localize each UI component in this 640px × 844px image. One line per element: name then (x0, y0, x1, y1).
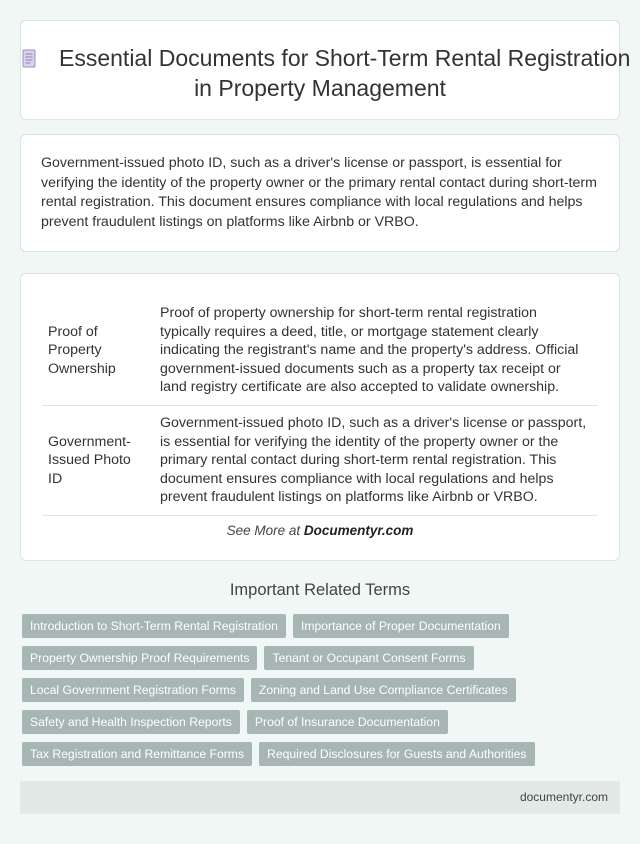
related-term-tag[interactable]: Tax Registration and Remittance Forms (22, 742, 252, 766)
page-title (21, 43, 631, 103)
related-terms-row (22, 678, 622, 702)
document-description: Government-issued photo ID, such as a driver's license or passport, is essential for verifying the identity of the property owner or the primary rental contact during short-term rental registration. This document ensures compliance with local regulations and helps prevent fraudulent listings on platforms like Airbnb or VRBO. (154, 405, 598, 515)
related-terms-row (22, 646, 622, 670)
related-terms-row (22, 614, 622, 638)
intro-paragraph: Government-issued photo ID, such as a driver's license or passport, is essential for verifying the identity of the property owner or the primary rental contact during short-term rental registration. This document ensures compliance with local regulations and helps prevent fraudulent listings on platforms like Airbnb or VRBO. (41, 155, 597, 230)
footer (20, 781, 620, 814)
table-card (20, 273, 620, 561)
footer-site[interactable]: documentyr.com (519, 790, 608, 804)
documents-table (42, 296, 598, 516)
related-term-tag[interactable]: Property Ownership Proof Requirements (22, 646, 257, 670)
related-term-tag[interactable]: Required Disclosures for Guests and Authorities (259, 742, 534, 766)
document-icon (21, 46, 37, 66)
table-row (42, 405, 598, 515)
related-term-tag[interactable]: Introduction to Short-Term Rental Registration (22, 614, 286, 638)
see-more-link[interactable] (21, 523, 619, 538)
related-term-tag[interactable]: Zoning and Land Use Compliance Certificates (251, 678, 516, 702)
related-term-tag[interactable]: Local Government Registration Forms (22, 678, 244, 702)
related-terms-heading: Important Related Terms (229, 581, 411, 599)
related-terms-row (22, 742, 622, 766)
related-term-tag[interactable]: Proof of Insurance Documentation (247, 710, 448, 734)
see-more-site[interactable]: Documentyr.com (303, 523, 414, 538)
title-line-2: in Property Management (194, 75, 446, 101)
see-more-prefix: See More at (226, 523, 301, 538)
related-terms-row (22, 710, 622, 734)
table-row (42, 296, 598, 405)
related-term-tag[interactable]: Importance of Proper Documentation (293, 614, 509, 638)
related-terms-list (22, 614, 622, 774)
document-description: Proof of property ownership for short-term rental registration typically requires a deed, title, or mortgage statement clearly indicating the registrant's name and the property's address. Official government-issued documents such as a property tax receipt or land registry certificate are also accepted to validate ownership. (154, 296, 598, 405)
title-card (20, 20, 631, 120)
document-term: Government-Issued Photo ID (42, 405, 154, 515)
document-term: Proof of Property Ownership (42, 296, 154, 405)
related-term-tag[interactable]: Tenant or Occupant Consent Forms (264, 646, 473, 670)
related-term-tag[interactable]: Safety and Health Inspection Reports (22, 710, 240, 734)
intro-card (20, 134, 620, 252)
title-line-1: Essential Documents for Short-Term Rental Registration (59, 45, 631, 71)
